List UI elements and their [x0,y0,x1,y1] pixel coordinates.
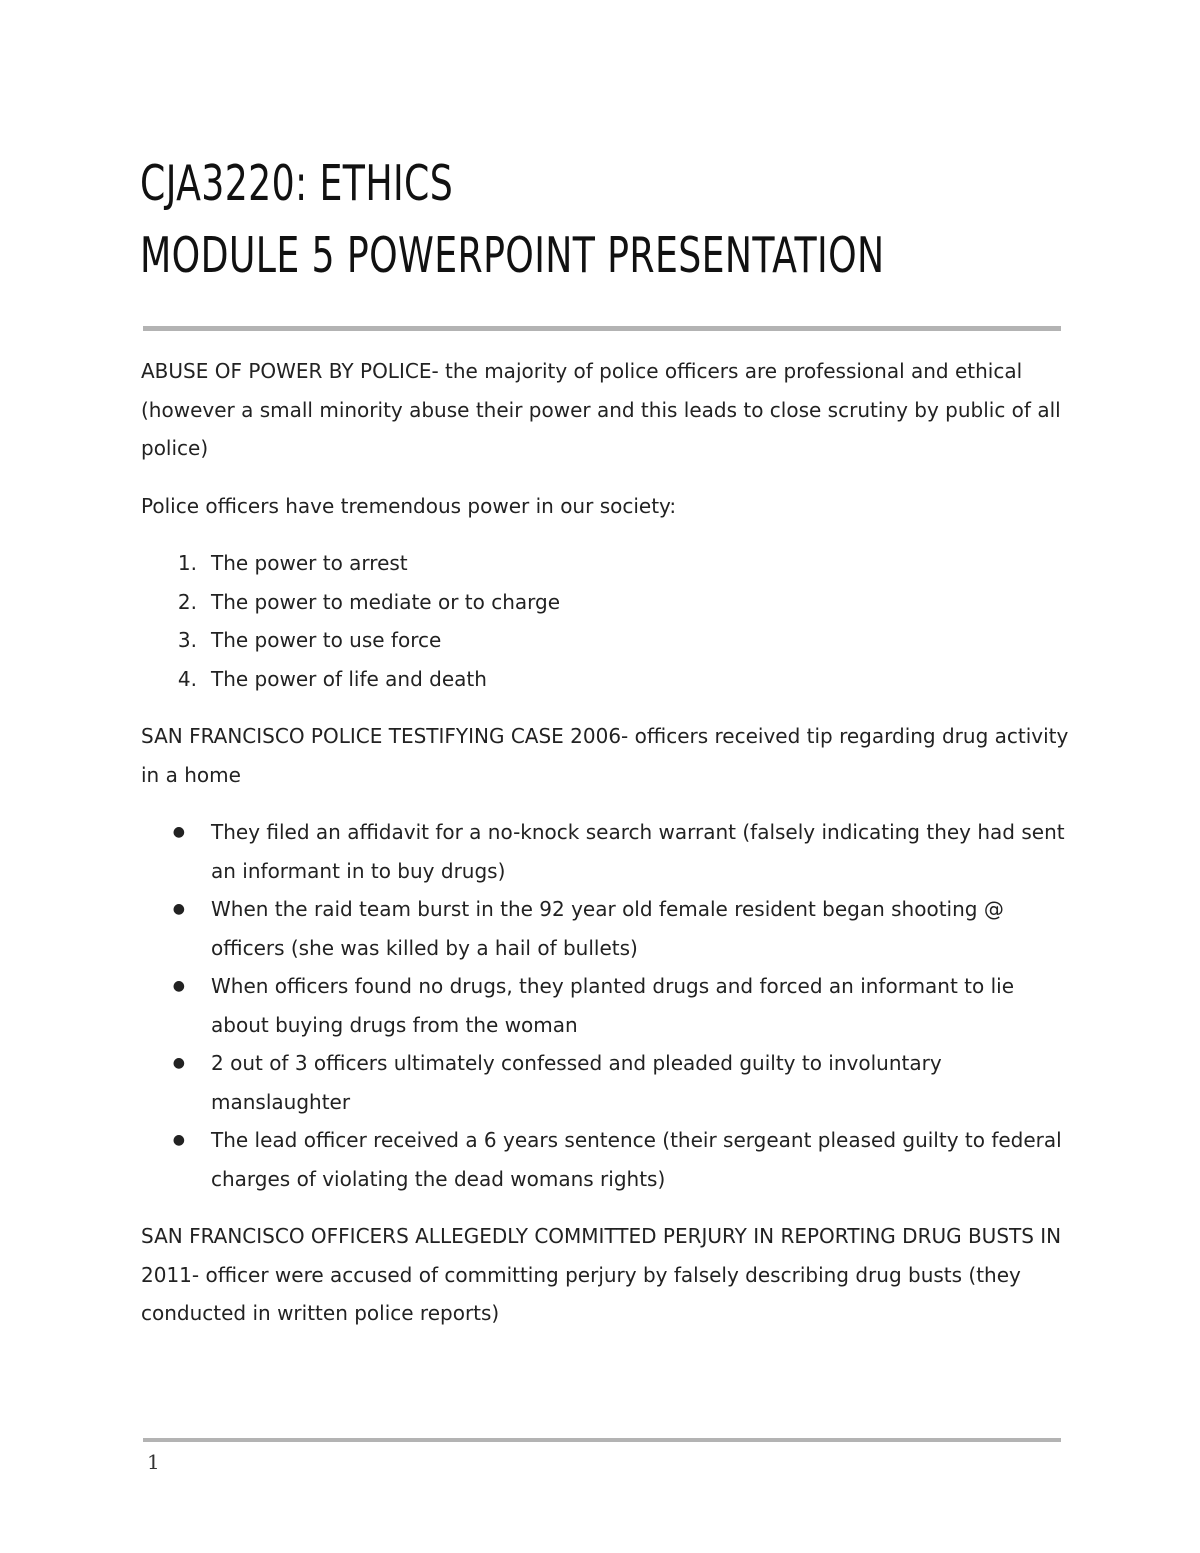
list-item-text: They filed an affidavit for a no-knock search warrant (falsely indicating they had sent an informant in to buy drugs) [211,820,1065,883]
case-2006-bullets [141,813,1071,1198]
bullet-icon: ● [172,901,185,917]
document-title [140,148,1060,292]
list-number: 4. [177,666,197,691]
document-body [141,352,1071,1352]
list-item [141,967,1071,1044]
bullet-icon: ● [172,978,185,994]
list-item-text: The power to arrest [211,551,408,575]
list-item-text: The power to use force [211,628,442,652]
list-number: 3. [177,628,197,652]
footer-divider [143,1438,1061,1442]
list-item [141,660,1071,699]
list-item [141,1044,1071,1121]
title-module: MODULE 5 POWERPOINT PRESENTATION [140,227,885,284]
list-item [141,890,1071,967]
list-item [141,621,1071,660]
list-item-text: The lead officer received a 6 years sentence (their sergeant pleased guilty to federal charges of violating the dead womans rights) [211,1128,1062,1191]
list-number: 1. [177,551,197,575]
header-divider [143,326,1061,331]
case-2006-paragraph: SAN FRANCISCO POLICE TESTIFYING CASE 2006- officers received tip regarding drug activity in a home [141,724,1069,787]
powers-intro: Police officers have tremendous power in our society: [141,493,677,518]
case-2011-paragraph: SAN FRANCISCO OFFICERS ALLEGEDLY COMMITTED PERJURY IN REPORTING DRUG BUSTS IN 2011- officer were accused of committing perjury by falsely describing drug busts (they conducted in written police reports) [141,1224,1062,1325]
list-item [141,813,1071,890]
list-item-text: When officers found no drugs, they planted drugs and forced an informant to lie about buying drugs from the woman [211,974,1015,1037]
list-item [141,544,1071,583]
list-item-text: 2 out of 3 officers ultimately confessed and pleaded guilty to involuntary manslaughter [211,1051,942,1114]
page-number: 1 [147,1450,160,1474]
list-item [141,1121,1071,1198]
bullet-icon: ● [172,1132,185,1148]
title-course: CJA3220: ETHICS [140,155,454,212]
bullet-icon: ● [172,1055,185,1071]
bullet-icon: ● [172,824,185,840]
intro-paragraph: ABUSE OF POWER BY POLICE- the majority of police officers are professional and ethical (however a small minority abuse their power and this leads to close scrutiny by public of all police) [141,359,1061,460]
list-item-text: When the raid team burst in the 92 year old female resident began shooting @ officers (she was killed by a hail of bullets) [211,897,1004,960]
list-item-text: The power of life and death [211,666,487,691]
list-item [141,583,1071,622]
powers-list [141,544,1071,698]
list-item-text: The power to mediate or to charge [211,589,561,614]
list-number: 2. [177,589,197,614]
